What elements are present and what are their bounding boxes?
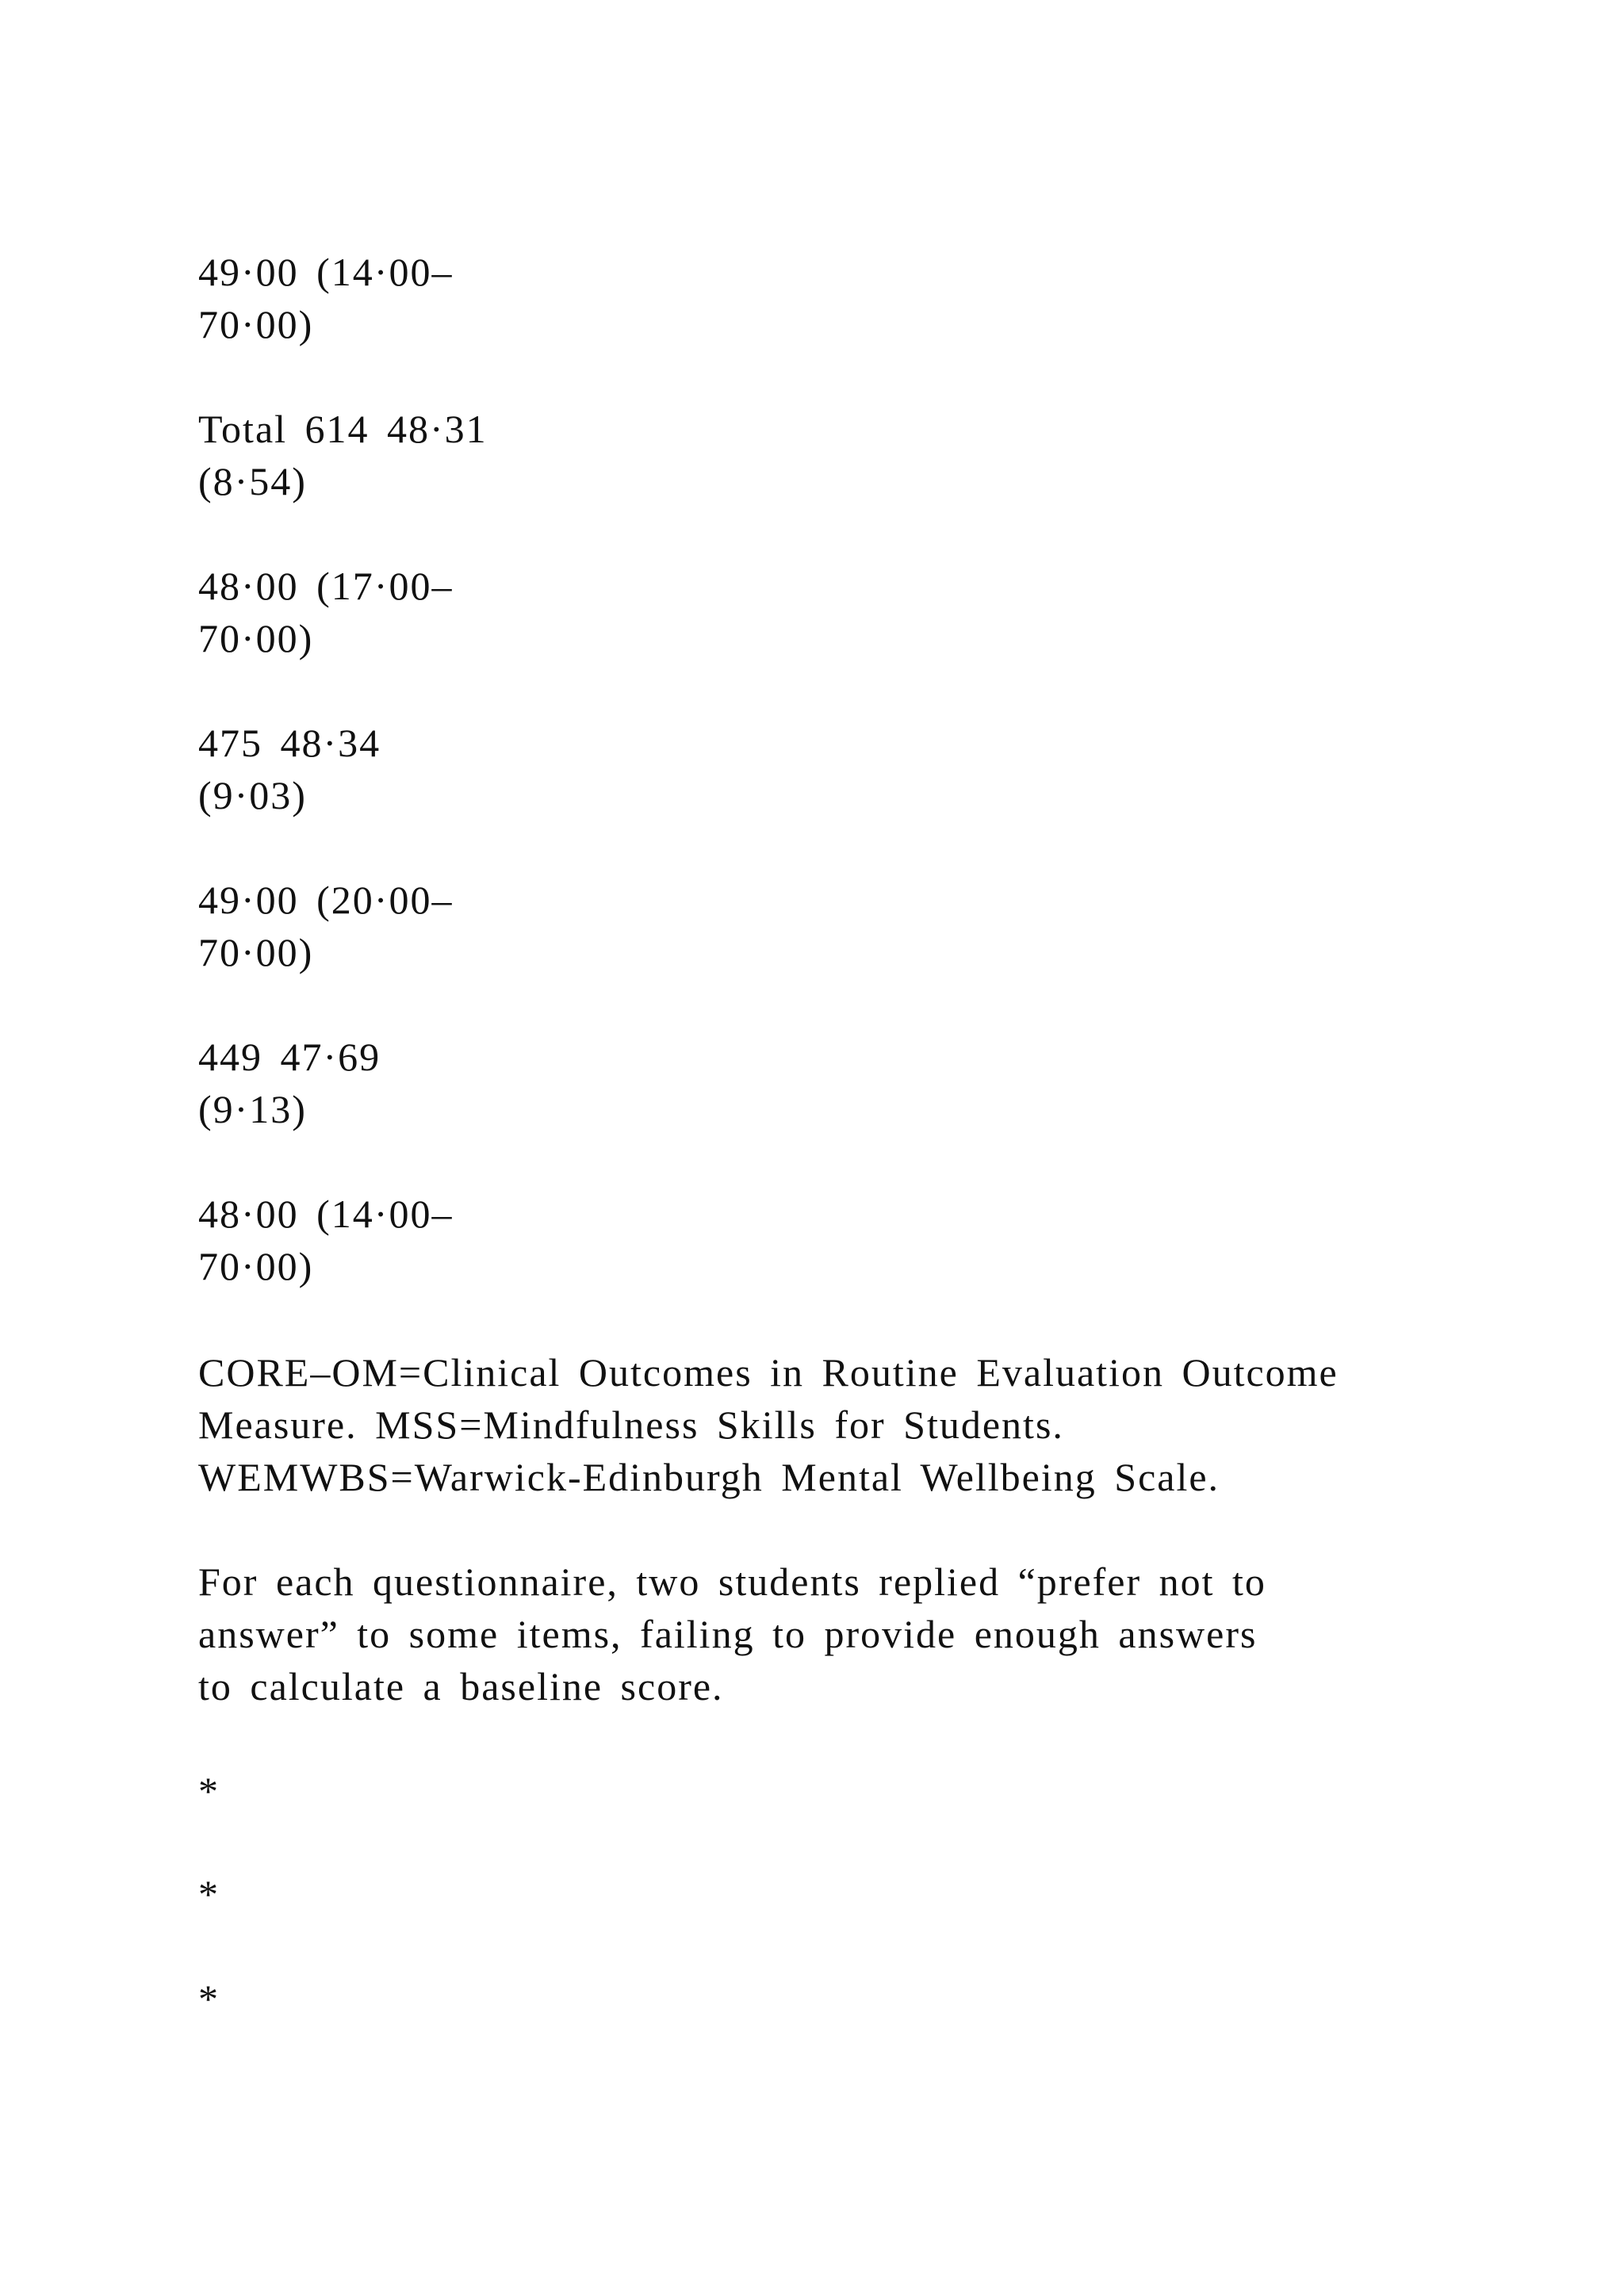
- table-cell-median-range-3: [198, 874, 453, 978]
- text-line: 70·00): [198, 302, 314, 346]
- asterisk-marker-2: *: [198, 1872, 218, 1916]
- text-line: to calculate a baseline score.: [198, 1664, 724, 1709]
- asterisk-marker-1: *: [198, 1769, 218, 1813]
- text-line: answer” to some items, failing to provide enough answers: [198, 1612, 1258, 1656]
- text-line: 70·00): [198, 616, 314, 660]
- table-cell-n-mean-1: [198, 717, 381, 821]
- asterisk-marker-3: *: [198, 1976, 218, 2021]
- table-cell-median-range-1: [198, 246, 453, 350]
- text-line: Total 614 48·31: [198, 407, 488, 451]
- text-line: (9·13): [198, 1087, 307, 1131]
- text-line: 49·00 (20·00–: [198, 878, 454, 922]
- text-line: 49·00 (14·00–: [198, 250, 454, 294]
- footnote-paragraph: [198, 1556, 1266, 1712]
- text-line: For each questionnaire, two students replied “prefer not to: [198, 1559, 1266, 1604]
- table-cell-median-range-4: [198, 1188, 453, 1292]
- text-line: (9·03): [198, 773, 307, 817]
- table-cell-median-range-2: [198, 560, 453, 664]
- text-line: Measure. MSS=Mindfulness Skills for Students.: [198, 1402, 1064, 1447]
- text-line: 449 47·69: [198, 1035, 381, 1079]
- text-line: (8·54): [198, 459, 307, 503]
- abbreviations-note: [198, 1346, 1339, 1503]
- table-cell-total-row: [198, 403, 488, 507]
- text-line: 48·00 (14·00–: [198, 1192, 454, 1236]
- text-line: CORE–OM=Clinical Outcomes in Routine Evaluation Outcome: [198, 1350, 1339, 1395]
- text-line: 48·00 (17·00–: [198, 564, 454, 608]
- text-line: 70·00): [198, 930, 314, 974]
- text-line: WEMWBS=Warwick-Edinburgh Mental Wellbeing Scale.: [198, 1455, 1220, 1499]
- text-line: 475 48·34: [198, 721, 381, 765]
- text-line: 70·00): [198, 1244, 314, 1288]
- table-cell-n-mean-2: [198, 1031, 381, 1135]
